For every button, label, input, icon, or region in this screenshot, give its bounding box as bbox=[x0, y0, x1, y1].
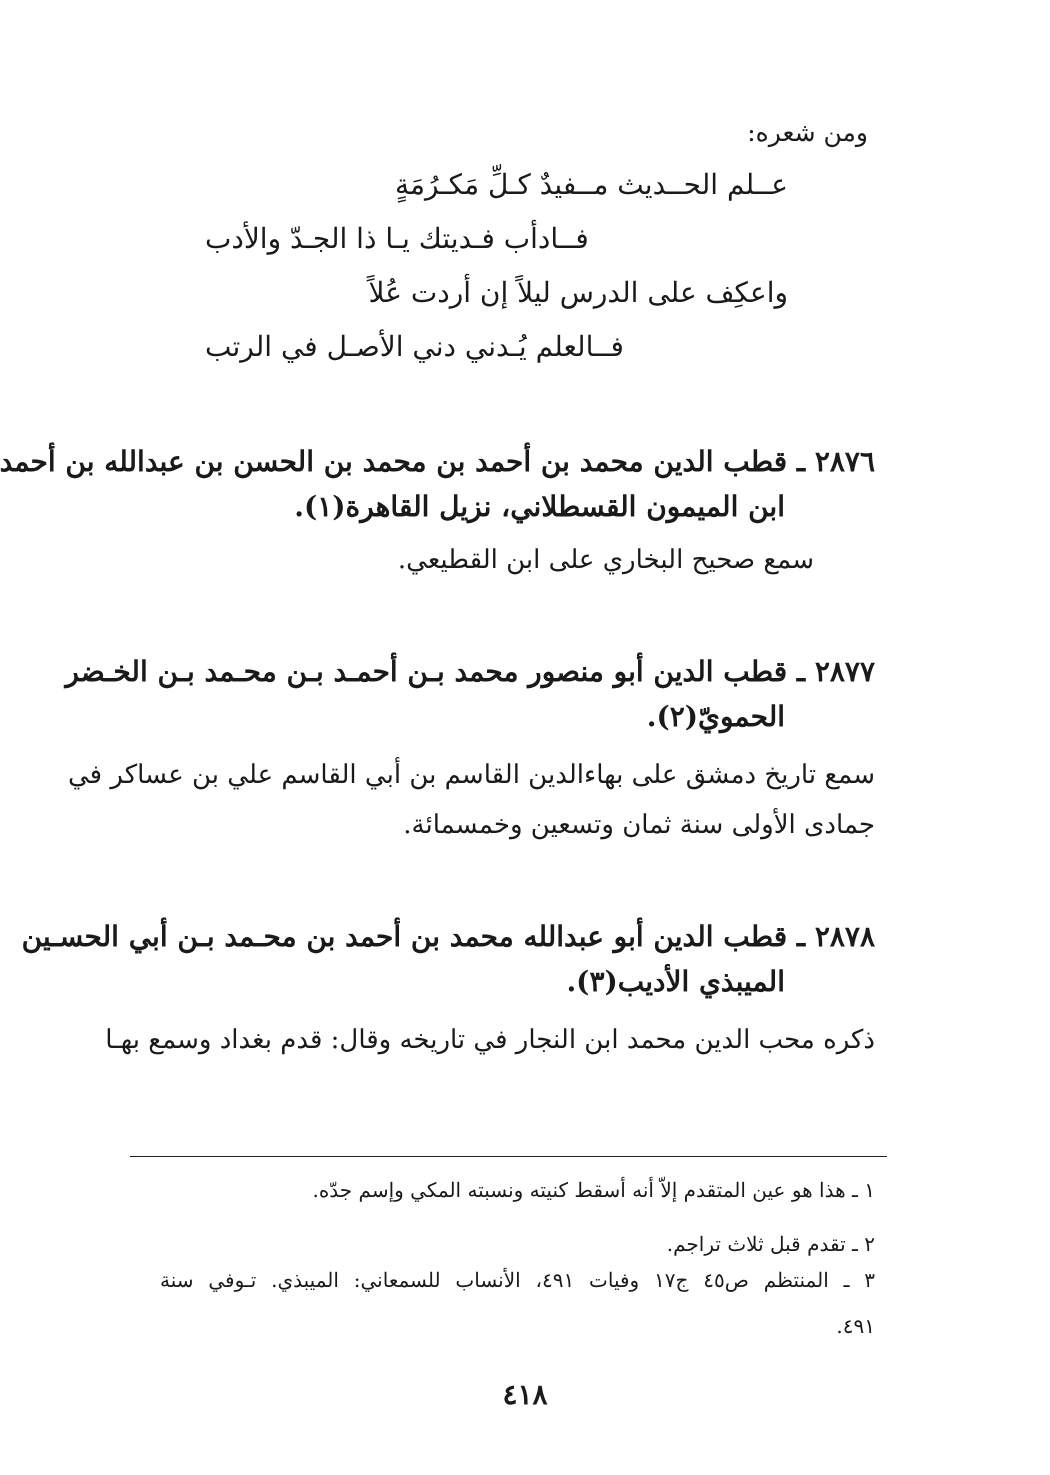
entry-2876-body: سمع صحيح البخاري على ابن القطيعي. bbox=[397, 545, 814, 575]
entry-2876-heading: ٢٨٧٦ ـ قطب الدين محمد بن أحمد بن محمد بن الحسن بن عبدالله بن أحمد bbox=[0, 445, 875, 478]
entry-2877-body-line-2: جمادى الأولى سنة ثمان وتسعين وخمسمائة. bbox=[403, 810, 875, 840]
verse-line-1: عــلم الحــديث مــفيدٌ كـلِّ مَكـرُمَةٍ bbox=[395, 168, 788, 201]
poetry-intro: ومن شعره: bbox=[747, 118, 868, 147]
footnote-divider bbox=[130, 1156, 887, 1157]
entry-2877-heading: ٢٨٧٧ ـ قطب الدين أبو منصور محمد بـن أحمـد بـن محـمد بـن الخـضر bbox=[65, 655, 875, 688]
footnote-3: ٣ ـ المنتظم ص٤٥ ج١٧ وفيات ٤٩١، الأنساب للسمعاني: الميبذي. تـوفي سنة bbox=[160, 1268, 875, 1292]
entry-2877-body-line-1: سمع تاريخ دمشق على بهاءالدين القاسم بن أبي القاسم علي بن عساكر في bbox=[68, 760, 875, 790]
entry-2878-heading-cont: الميبذي الأديب(٣). bbox=[566, 965, 785, 998]
footnote-1: ١ ـ هذا هو عين المتقدم إلاّ أنه أسقط كنيته ونسبته المكي وإسم جدّه. bbox=[312, 1178, 875, 1202]
page-number: ٤١٨ bbox=[502, 1378, 548, 1411]
verse-line-4: فــالعلم يُـدني دني الأصـل في الرتب bbox=[205, 330, 624, 363]
verse-line-2: فــادأب فـديتك يـا ذا الجـدّ والأدب bbox=[205, 222, 589, 255]
verse-line-3: واعكِف على الدرس ليلاً إن أردت عُلاً bbox=[368, 276, 788, 309]
entry-2876-heading-cont: ابن الميمون القسطلاني، نزيل القاهرة(١). bbox=[294, 490, 785, 523]
footnote-3-cont: ٤٩١. bbox=[836, 1314, 875, 1338]
entry-2878-body: ذكره محب الدين محمد ابن النجار في تاريخه وقال: قدم بغداد وسمع بهـا bbox=[105, 1025, 875, 1055]
footnote-2: ٢ ـ تقدم قبل ثلاث تراجم. bbox=[666, 1232, 875, 1256]
entry-2877-heading-cont: الحمويّ(٢). bbox=[646, 700, 785, 733]
entry-2878-heading: ٢٨٧٨ ـ قطب الدين أبو عبدالله محمد بن أحمد بن محـمد بـن أبي الحسـين bbox=[21, 920, 875, 953]
